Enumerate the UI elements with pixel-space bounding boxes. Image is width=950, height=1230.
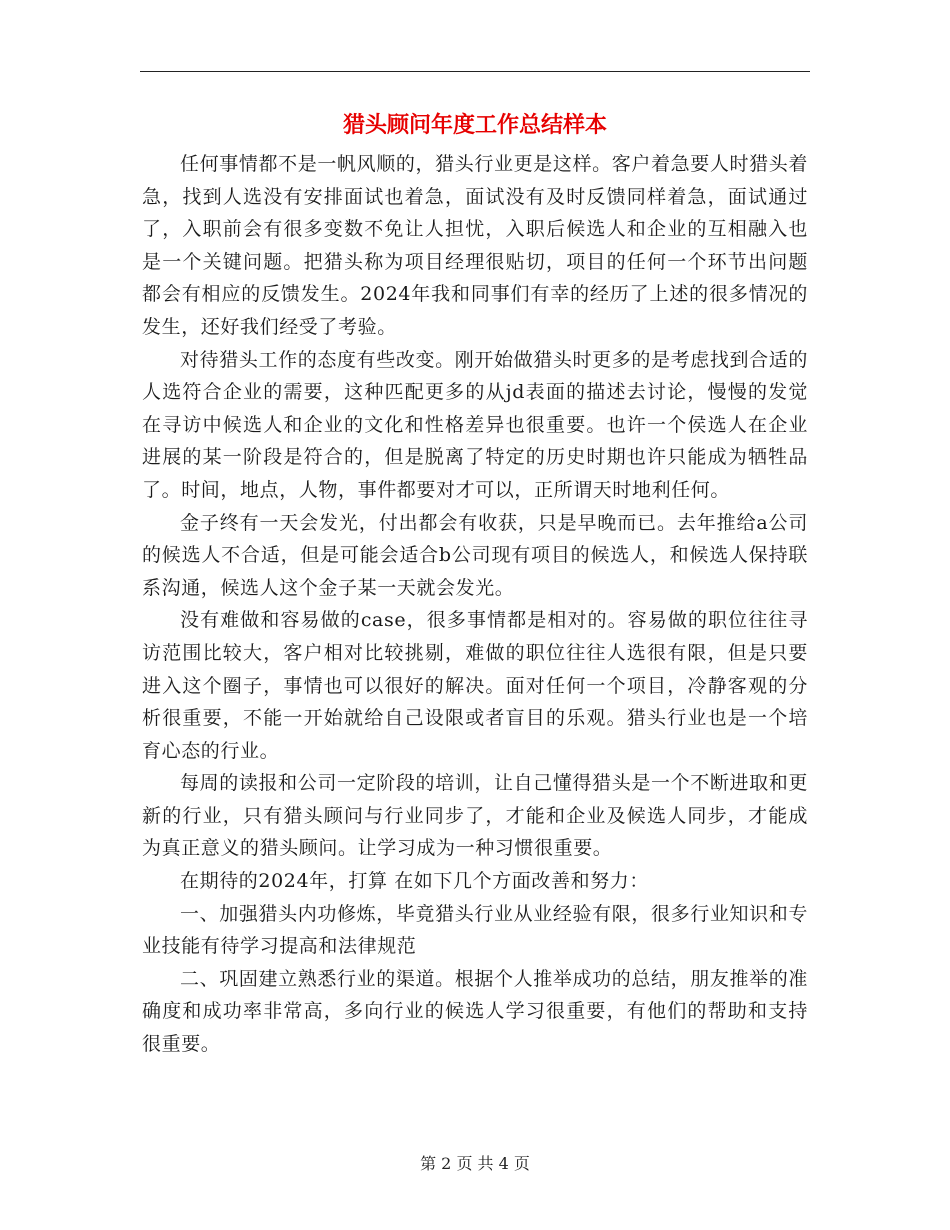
paragraph: 对待猎头工作的态度有些改变。刚开始做猎头时更多的是考虑找到合适的人选符合企业的需要，这种匹配更多的从jd表面的描述去讨论，慢慢的发觉在寻访中候选人和企业的文化和性格差异也很重要。也许一个侯选人在企业进展的某一阶段是符合的，但是脱离了特定的历史时期也许只能成为牺牲品了。时间，地点，人物，事件都要对才可以，正所谓天时地利任何。 [142, 348, 808, 501]
header-rule [140, 71, 810, 72]
document-title: 猎头顾问年度工作总结样本 [342, 112, 607, 138]
paragraph: 没有难做和容易做的case，很多事情都是相对的。容易做的职位往往寻访范围比较大，客户相对比较挑剔，难做的职位往往人选很有限，但是只要进入这个圈子，事情也可以很好的解决。面对任何一个项目，冷静客观的分析很重要，不能一开始就给自己设限或者盲目的乐观。猎头行业也是一个培育心态的行业。 [142, 609, 808, 762]
paragraph: 二、巩固建立熟悉行业的渠道。根据个人推举成功的总结，朋友推举的准确度和成功率非常高，多向行业的候选人学习很重要，有他们的帮助和支持很重要。 [142, 967, 808, 1056]
paragraph: 任何事情都不是一帆风顺的，猎头行业更是这样。客户着急要人时猎头着急，找到人选没有安排面试也着急，面试没有及时反馈同样着急，面试通过了，入职前会有很多变数不免让人担忧，入职后候选人和企业的互相融入也是一个关键问题。把猎头称为项目经理很贴切，项目的任何一个环节出问题都会有相应的反馈发生。2024年我和同事们有幸的经历了上述的很多情况的发生，还好我们经受了考验。 [142, 153, 808, 338]
paragraph: 金子终有一天会发光，付出都会有收获，只是早晚而已。去年推给a公司的候选人不合适，但是可能会适合b公司现有项目的候选人，和候选人保持联系沟通，候选人这个金子某一天就会发光。 [142, 511, 808, 599]
document-body [142, 148, 808, 1061]
paragraph: 在期待的2024年，打算 在如下几个方面改善和努力： [180, 870, 649, 893]
page-number: 第 2 页 共 4 页 [420, 1154, 530, 1173]
paragraph: 每周的读报和公司一定阶段的培训，让自己懂得猎头是一个不断进取和更新的行业，只有猎头顾问与行业同步了，才能和企业及候选人同步，才能成为真正意义的猎头顾问。让学习成为一种习惯很重要。 [142, 772, 808, 860]
paragraph: 一、加强猎头内功修炼，毕竟猎头行业从业经验有限，很多行业知识和专业技能有待学习提高和法律规范 [142, 902, 808, 958]
